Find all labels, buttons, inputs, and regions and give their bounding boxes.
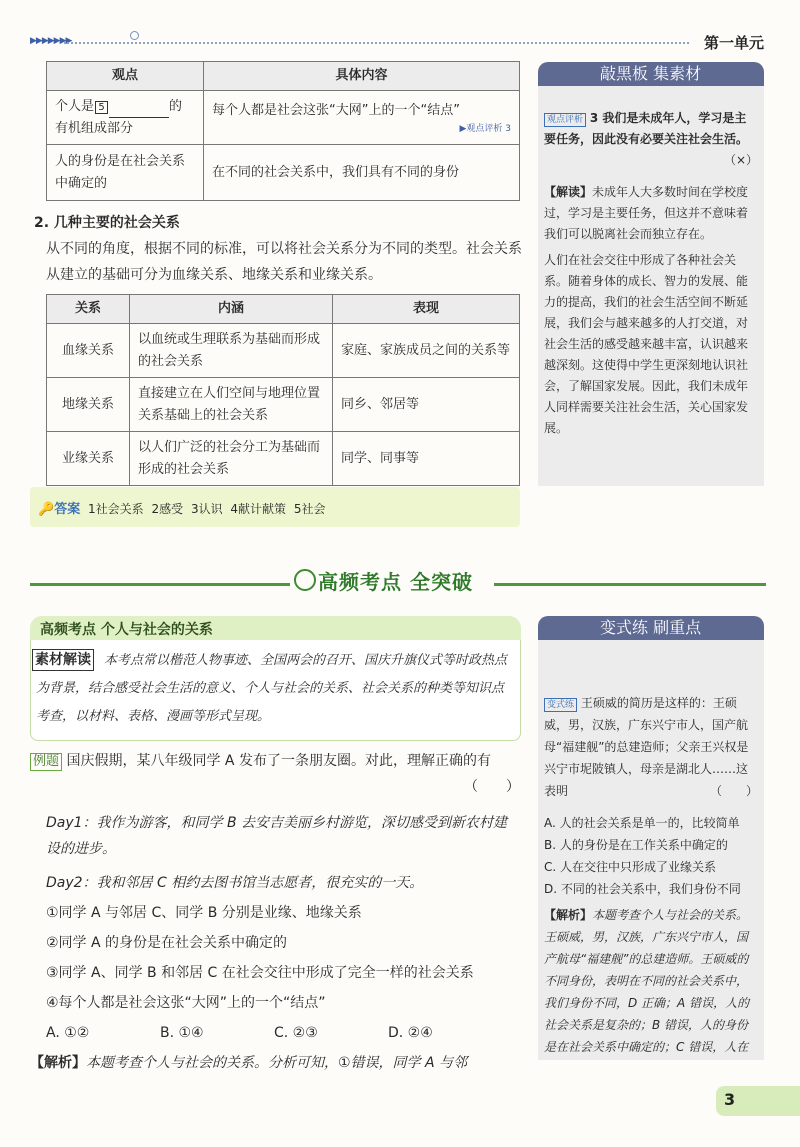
variant-option: D. 不同的社会关系中，我们身份不同 [544,882,741,896]
header-dotted-rule [64,42,689,44]
header-circle-icon [130,31,139,40]
variant-stem: 变式练 王硕威的简历是这样的：王硕威，男，汉族，广东兴宁市人，国产航母“福建舰”的总建造师；父亲王兴权是兴宁市坭陂镇人，母亲是湖北人……这表明 （ ） [544,692,758,802]
example-option: ④每个人都是社会这张“大网”上的一个“结点” [46,995,326,1011]
band-line-left [30,583,290,586]
sidebar-question: 观点评析 3 我们是未成年人，学习是主要任务，因此没有必要关注社会生活。 （×） [544,108,758,171]
swirl-icon [294,569,316,591]
sidebar-reading-2: 人们在社会交往中形成了各种社会关系。随着身体的成长、智力的发展、能力的提高，我们的社会生活空间不断延展，我们会与越来越多的人打交道，对社会生活的感受越来越丰富，认识越来越深刻。这使得中学生更深刻地认识社会，了解国家发展。因此，我们未成年人同样需要关注社会生活，关心国家发展。 [544,253,749,435]
section-paragraph: 从不同的角度，根据不同的标准，可以将社会关系分为不同的类型。社会关系从建立的基础可分为血缘关系、地缘关系和业缘关系。 [46,241,522,283]
example-analysis: 【解析】本题考查个人与社会的关系。分析可知，①错误，同学 A 与邻 [30,1055,468,1071]
unit-title: 第一单元 [704,34,765,52]
answer-label: 🔑答案 [38,502,81,517]
table1-cell: 每个人都是社会这张“大网”上的一个“结点” ▶观点评析 3 [204,91,520,145]
page-number: 3 [724,1090,736,1109]
example-option: ③同学 A、同学 B 和邻居 C 在社会交往中形成了完全一样的社会关系 [46,965,474,981]
band-line-right [494,583,766,586]
sidebar-header: 敲黑板 集素材 [538,62,764,86]
freq-header: 高频考点 个人与社会的关系 [30,616,521,640]
variant-analysis: 【解析】本题考查个人与社会的关系。王硕威，男，汉族，广东兴宁市人，国产航母“福建舰”的总建造师。王硕威的不同身份，表明在不同的社会关系中，我们身份不同，D 正确；A 错误，人的社会关系是复杂的；B 错误，人的身份是在社会关系中确定的；C 错误，人在 [544,908,750,1054]
example-stem: 例题 国庆假期，某八年级同学 A 发布了一条朋友圈。对此，理解正确的有 （ ） [30,748,520,800]
example-tag: 例题 [30,753,62,771]
example-option: ①同学 A 与邻居 C、同学 B 分别是业缘、地缘关系 [46,905,362,921]
viewpoint-ref[interactable]: ▶观点评析 3 [459,123,511,134]
example-day2: Day2：我和邻居 C 相约去图书馆当志愿者，很充实的一天。 [46,875,424,891]
section-heading: 2. 几种主要的社会关系 [34,215,180,231]
table1-cell: 个人是 5 的有机组成部分 [47,91,204,145]
band-title: 高频考点 全突破 [318,570,473,594]
table2-header: 表现 [333,295,520,324]
table-row: 业缘关系 以人们广泛的社会分工为基础而形成的社会关系 同学、同事等 [47,432,520,486]
relations-table [46,294,520,486]
table1-cell: 人的身份是在社会关系中确定的 [47,145,204,201]
table1-header-view: 观点 [47,62,204,91]
answer-bar [30,487,520,527]
variant-options [544,812,758,900]
header-arrows: ▶▶▶▶▶▶▶ [30,36,72,46]
viewpoint-tag: 观点评析 [544,113,586,127]
example-option: ②同学 A 的身份是在社会关系中确定的 [46,935,288,951]
answer-items: 1社会关系 2感受 3认识 4献计献策 5社会 [88,502,326,516]
table1-cell: 在不同的社会关系中，我们具有不同的身份 [204,145,520,201]
variant-tag: 变式练 [544,698,577,712]
answer-mark: （×） [723,153,758,167]
table1-header-content: 具体内容 [204,62,520,91]
table-row: 血缘关系 以血统或生理联系为基础而形成的社会关系 家庭、家族成员之间的关系等 [47,324,520,378]
fill-blank [109,101,169,118]
material-label: 素材解读 [32,649,94,671]
variant-option: C. 人在交往中只形成了业缘关系 [544,860,717,874]
table2-header: 内涵 [130,295,333,324]
page-number-tab [716,1086,800,1116]
answer-paren: （ ） [709,784,758,798]
blank-number: 5 [95,101,108,114]
variant-option: B. 人的身份是在工作关系中确定的 [544,838,728,852]
material-text: 本考点常以楷范人物事迹、全国两会的召开、国庆升旗仪式等时政热点为背景，结合感受社会生活的意义、个人与社会的关系、社会关系的种类等知识点考查，以材料、表格、漫画等形式呈现。 [36,653,508,724]
table-row: 地缘关系 直接建立在人们空间与地理位置关系基础上的社会关系 同乡、邻居等 [47,378,520,432]
answer-paren: （ ） [464,779,520,795]
viewpoint-table [46,61,520,201]
sidebar-reading: 【解读】未成年人大多数时间在学校度过，学习是主要任务，但这并不意味着我们可以脱离社会而独立存在。 [544,185,749,241]
example-choices: A. ①② B. ①④ C. ②③ D. ②④ [46,1025,433,1041]
variant-option: A. 人的社会关系是单一的，比较简单 [544,816,740,830]
table2-header: 关系 [47,295,130,324]
example-day1: Day1：我作为游客，和同学 B 去安吉美丽乡村游览，深切感受到新农村建设的进步。 [46,815,508,857]
sidebar2-header: 变式练 刷重点 [538,616,764,640]
